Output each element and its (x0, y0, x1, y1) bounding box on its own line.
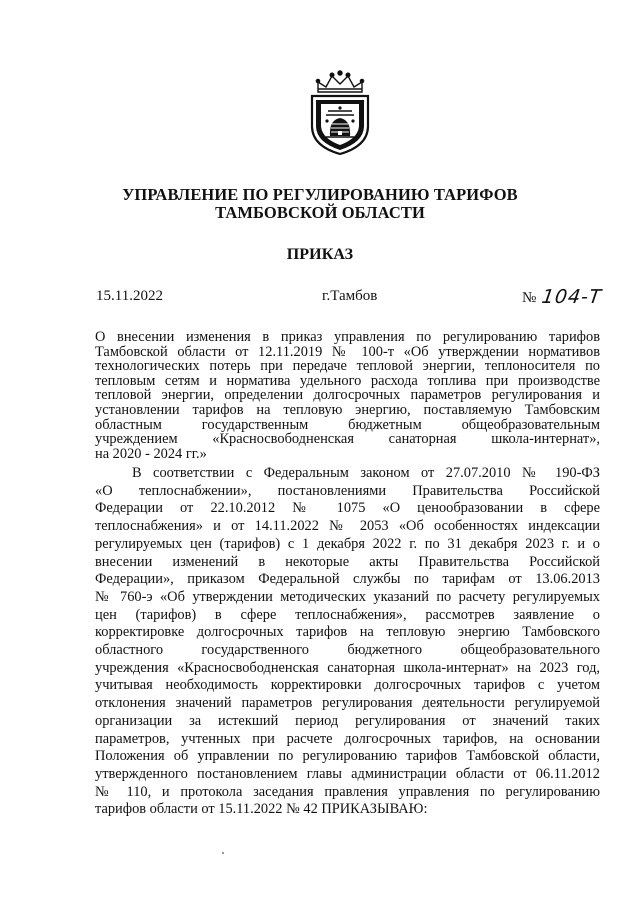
number-label: № (522, 290, 537, 306)
body-line: цен (тарифов) в сфере теплоснабжения», рассмотрев заявление о (95, 606, 600, 623)
subject-line: технологических потерь при передаче тепловой энергии, теплоносителя по (95, 358, 600, 375)
body-line: отклонения значений параметров регулирования деятельности регулируемой (95, 695, 600, 712)
body-line: учитывая необходимость корректировки долгосрочных тарифов с учетом (95, 677, 600, 694)
organization-name-line-2: ТАМБОВСКОЙ ОБЛАСТИ (215, 203, 425, 222)
document-number (522, 287, 602, 307)
body-line: корректировке долгосрочных тарифов на тепловую энергию Тамбовского (95, 624, 600, 641)
body-line: параметров, учтенных при расчете долгосрочных тарифов, на основании (95, 730, 600, 747)
body-line: областного государственного бюджетного общеобразовательного (95, 642, 600, 659)
body-line: Положения об управлении по регулированию тарифов Тамбовской области, (95, 748, 600, 765)
body-line: теплоснабжения» и от 14.11.2022 № 2053 «Об особенностях индексации (95, 518, 600, 535)
body-line: внесении изменений в некоторые акты Правительства Российской (95, 553, 600, 570)
document-title: ПРИКАЗ (286, 246, 354, 263)
body-line: «О теплоснабжении», постановлениями Правительства Российской (95, 482, 600, 499)
body-line: В соответствии с Федеральным законом от 27.07.2010 № 190-ФЗ (132, 465, 600, 481)
body-line: № 760-э «Об утверждении методических указаний по расчету регулируемых (95, 588, 600, 605)
body-line: учреждения «Красносвободненская санаторная школа-интернат» на 2023 год, (95, 659, 600, 676)
body-line: утвержденного постановлением главы администрации области от 06.11.2012 (95, 765, 600, 782)
subject-line: учреждением «Красносвободненская санаторная школа-интернат», (95, 431, 600, 448)
organization-name-line-1: УПРАВЛЕНИЕ ПО РЕГУЛИРОВАНИЮ ТАРИФОВ (122, 185, 518, 204)
document-body (95, 465, 600, 819)
document-date: 15.11.2022 (96, 288, 163, 304)
body-line: тарифов области от 15.11.2022 № 42 ПРИКАЗЫВАЮ: (95, 801, 428, 818)
handwritten-number: 104-Т (540, 286, 604, 308)
subject-line: Тамбовской области от 12.11.2019 № 100-т «Об утверждении нормативов (95, 343, 600, 360)
body-line: № 110, и протокола заседания правления управления по регулированию (95, 783, 600, 800)
subject-line: тепловой энергии, определении долгосрочных параметров регулирования и (95, 387, 600, 404)
document-subject (95, 330, 600, 461)
body-line: регулируемых цен (тарифов) с 1 декабря 2022 г. по 31 декабря 2023 г. и о (95, 535, 600, 552)
subject-line: О внесении изменения в приказ управления по регулированию тарифов (95, 329, 600, 345)
body-line: организации за истекший период регулирования от значений таких (95, 712, 600, 729)
subject-line: тепловым сетям и норматива удельного расхода топлива при производстве (95, 372, 600, 389)
scan-speck (222, 852, 224, 854)
subject-line: установлении тарифов на тепловую энергию, поставляемую Тамбовским (95, 401, 600, 418)
body-line: Федерации от 22.10.2012 № 1075 «О ценообразовании в сфере (95, 500, 600, 517)
subject-line: на 2020 - 2024 гг.» (95, 445, 207, 462)
body-line: Федерации», приказом Федеральной службы по тарифам от 13.06.2013 (95, 571, 600, 588)
document-city: г.Тамбов (322, 288, 378, 304)
tambov-coat-of-arms-icon (304, 70, 376, 156)
subject-line: областным государственным бюджетным общеобразовательным (95, 416, 600, 433)
